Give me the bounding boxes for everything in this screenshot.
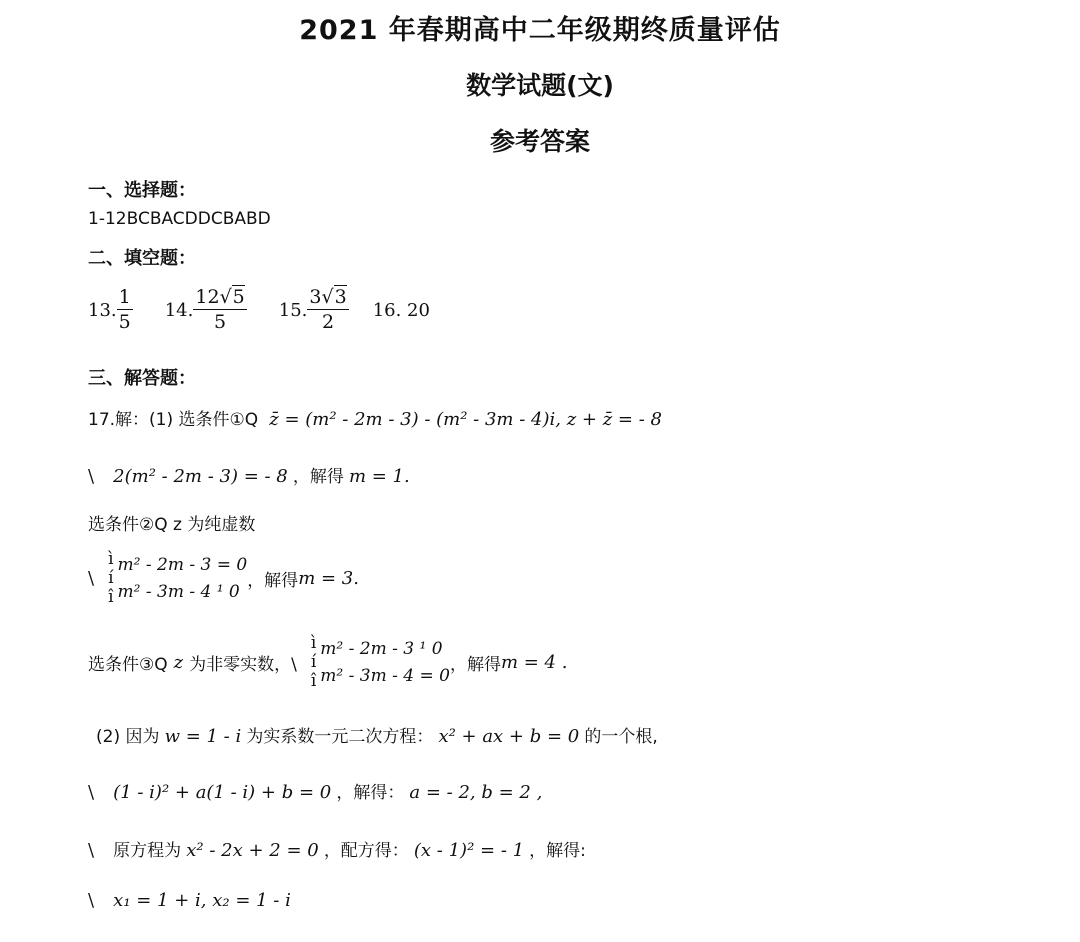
- subject-title: 数学试题(文): [466, 71, 614, 100]
- choice-answers: 1-12BCBACDDCBABD: [88, 209, 271, 229]
- answer-15: [279, 286, 349, 334]
- q13-fraction: [117, 286, 133, 334]
- q14-numerator: 12√5: [195, 286, 245, 308]
- fill-heading: 二、填空题：: [88, 248, 196, 269]
- q15-numerator: 3√3: [309, 286, 347, 308]
- sqrt-icon: √: [219, 286, 232, 308]
- q17-result-3: m = 4 .: [500, 652, 568, 673]
- q17-result-1: m = 1.: [348, 466, 410, 487]
- answer-16: 16. 20: [372, 299, 430, 321]
- brace-icon: ì í î: [108, 549, 114, 607]
- answer-key-title: 参考答案: [489, 127, 590, 156]
- q17-equation: 2(m² - 2m - 3) = - 8: [113, 466, 288, 487]
- document-title: 2021 年春期高中二年级期终质量评估: [299, 15, 781, 46]
- q14-label: 14.: [164, 299, 194, 321]
- q14-denominator: 5: [214, 311, 227, 333]
- q13-label: 13.: [88, 299, 117, 321]
- part-2-line-4: \ x₁ = 1 + i, x₂ = 1 - i: [88, 890, 291, 911]
- q17-result-2: m = 3.: [298, 568, 359, 589]
- equation-system: m² - 2m - 3 ¹ 0 m² - 3m - 4 = 0: [320, 638, 450, 686]
- condition-2: 选条件②Q z 为纯虚数: [88, 515, 256, 535]
- part-2-line-3: \ 原方程为 x² - 2x + 2 = 0 ，配方得： (x - 1)² = - 1 ，解得:: [88, 840, 586, 861]
- fill-answers: [88, 286, 454, 334]
- answer-13: [88, 286, 133, 334]
- q17-line-1: [88, 405, 662, 430]
- q17-conjugate-expression: z̄ = (m² - 2m - 3) - (m² - 3m - 4)i, z + z̄ = - 8: [269, 409, 662, 430]
- q13-numerator: 1: [118, 286, 131, 308]
- sqrt-icon: √: [321, 286, 334, 308]
- answer-14: [165, 286, 247, 334]
- q13-denominator: 5: [118, 311, 131, 333]
- part-2-intro: (2) 因为 w = 1 - i 为实系数一元二次方程： x² + ax + b = 0 的一个根,: [96, 726, 658, 747]
- q17-line-2: \ 2(m² - 2m - 3) = - 8 ，解得 m = 1.: [88, 466, 410, 487]
- equation-system: m² - 2m - 3 = 0 m² - 3m - 4 ¹ 0: [117, 554, 248, 602]
- brace-icon: ì í î: [310, 633, 317, 691]
- q15-label: 15.: [278, 299, 308, 321]
- part-2-line-2: \ (1 - i)² + a(1 - i) + b = 0 ，解得： a = - 2, b = 2 ,: [88, 782, 543, 803]
- choice-heading: 一、选择题：: [88, 180, 196, 201]
- q14-fraction: [193, 286, 246, 334]
- condition-3: 选条件③Q z 为非零实数，\ ì í î m² - 2m - 3 ¹ 0 m² - 3m - 4 = 0 ，解得 m = 4 .: [88, 633, 568, 691]
- solve-heading: 三、解答题：: [88, 368, 196, 389]
- condition-2-system: \ ì í î m² - 2m - 3 = 0 m² - 3m - 4 ¹ 0 ，解得 m = 3.: [88, 549, 359, 607]
- q15-fraction: [307, 286, 348, 334]
- q17-label: 17.解：(1) 选条件①Q: [88, 410, 259, 430]
- q15-denominator: 2: [322, 311, 335, 333]
